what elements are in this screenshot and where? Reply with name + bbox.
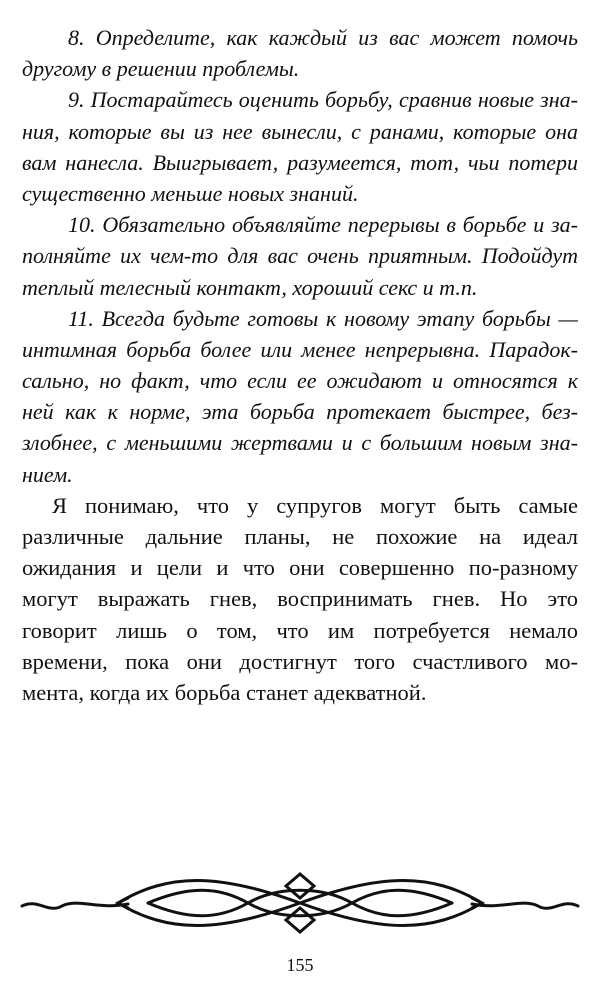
text-line: сально, но факт, что если ее ожидают и относятся к: [22, 368, 578, 394]
text-line: 8. Определите, как каждый из вас может помочь: [68, 25, 578, 50]
text-line: 10. Обязательно объявляйте перерывы в борьбе и за-: [68, 212, 578, 238]
list-item-11: [22, 303, 578, 490]
text-line: 11. Всегда будьте готовы к новому этапу борьбы —: [68, 305, 578, 331]
text-line: существенно меньше новых знаний.: [22, 180, 359, 206]
text-line: злобнее, с меньшими жертвами и с большим новым зна-: [22, 430, 578, 456]
text-line: различные дальние планы, не похожие на идеал: [22, 524, 578, 549]
text-line: времени, пока они достигнут того счастливого мо-: [22, 648, 578, 674]
text-line: ния, которые вы из нее вынесли, с ранами, которые она: [22, 118, 578, 144]
text-line: полняйте их чем-то для вас очень приятным. Подойдут: [22, 243, 578, 269]
list-item-10: [22, 209, 578, 303]
page-number: 155: [286, 955, 314, 975]
text-line: вам нанесла. Выигрывает, разумеется, тот, чьи потери: [22, 149, 578, 175]
text-line: теплый телесный контакт, хороший секс и т.п.: [22, 274, 478, 300]
text-line: ожидания и цели и что они совершенно по-разному: [22, 555, 578, 581]
text-line: говорит лишь о том, что им потребуется немало: [22, 617, 578, 643]
text-line: другому в решении проблемы.: [22, 56, 300, 82]
page-text: [22, 22, 578, 708]
list-item-9: [22, 84, 578, 209]
text-line: нием.: [22, 461, 73, 487]
list-item-8: [22, 22, 578, 84]
text-line: могут выражать гнев, воспринимать гнев. Но это: [22, 586, 578, 612]
text-line: мента, когда их борьба станет адекватной.: [22, 679, 427, 705]
text-line: Я понимаю, что у супругов могут быть самые: [52, 492, 578, 518]
text-line: интимная борьба более или менее непрерывна. Парадок-: [22, 336, 578, 362]
text-line: ней как к норме, эта борьба протекает быстрее, без-: [22, 399, 578, 425]
body-paragraph: [22, 490, 578, 708]
text-line: 9. Постарайтесь оценить борьбу, сравнив новые зна-: [68, 87, 578, 113]
decorative-ornament-icon: [18, 868, 582, 938]
